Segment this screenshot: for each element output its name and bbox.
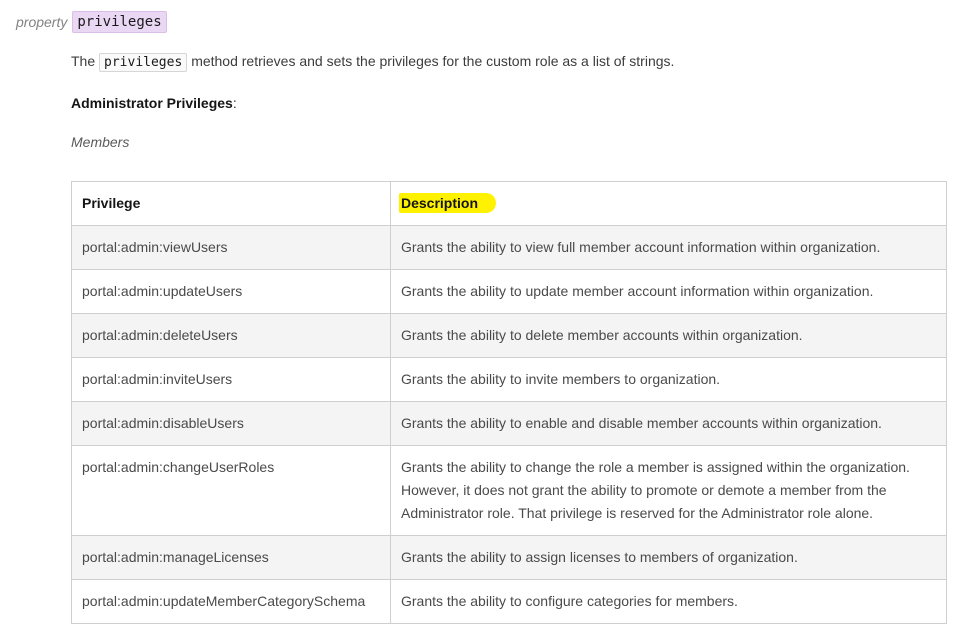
header-privilege: Privilege	[72, 182, 391, 226]
table-header-row	[72, 182, 947, 226]
privilege-cell: portal:admin:disableUsers	[72, 402, 391, 446]
description-cell: Grants the ability to view full member account information within organization.	[391, 226, 947, 270]
inline-code-privileges: privileges	[99, 53, 187, 72]
section-title: Administrator Privileges	[71, 95, 233, 111]
property-signature	[16, 11, 167, 33]
section-suffix: :	[232, 95, 237, 111]
table-row	[72, 314, 947, 358]
description-cell: Grants the ability to update member account information within organization.	[391, 270, 947, 314]
intro-after: method retrieves and sets the privileges for the custom role as a list of strings.	[191, 53, 675, 69]
privilege-cell: portal:admin:inviteUsers	[72, 358, 391, 402]
privilege-cell: portal:admin:manageLicenses	[72, 536, 391, 580]
description-cell: Grants the ability to configure categories for members.	[391, 580, 947, 624]
table-row	[72, 270, 947, 314]
privileges-table	[71, 181, 947, 624]
description-cell: Grants the ability to assign licenses to members of organization.	[391, 536, 947, 580]
table-row	[72, 446, 947, 536]
section-heading	[71, 91, 947, 115]
description-cell: Grants the ability to enable and disable member accounts within organization.	[391, 402, 947, 446]
privilege-cell: portal:admin:changeUserRoles	[72, 446, 391, 536]
table-row	[72, 358, 947, 402]
privilege-cell: portal:admin:deleteUsers	[72, 314, 391, 358]
property-name[interactable]: privileges	[72, 11, 166, 33]
intro-before: The	[71, 53, 96, 69]
table-row	[72, 536, 947, 580]
property-keyword: property	[16, 14, 68, 30]
subsection-heading: Members	[71, 134, 130, 150]
highlighted-description-header: Description	[399, 193, 496, 213]
description-cell: Grants the ability to change the role a member is assigned within the organization. However, it does not grant the ability to promote or demote a member from the Administrator role. That privilege is reserved for the Administrator role alone.	[391, 446, 947, 536]
intro-paragraph	[71, 49, 947, 75]
table-row	[72, 580, 947, 624]
header-description	[391, 182, 947, 226]
description-cell: Grants the ability to delete member accounts within organization.	[391, 314, 947, 358]
property-description	[71, 49, 947, 154]
privilege-cell: portal:admin:updateMemberCategorySchema	[72, 580, 391, 624]
privilege-cell: portal:admin:updateUsers	[72, 270, 391, 314]
table-row	[72, 402, 947, 446]
privilege-cell: portal:admin:viewUsers	[72, 226, 391, 270]
description-cell: Grants the ability to invite members to organization.	[391, 358, 947, 402]
table-row	[72, 226, 947, 270]
